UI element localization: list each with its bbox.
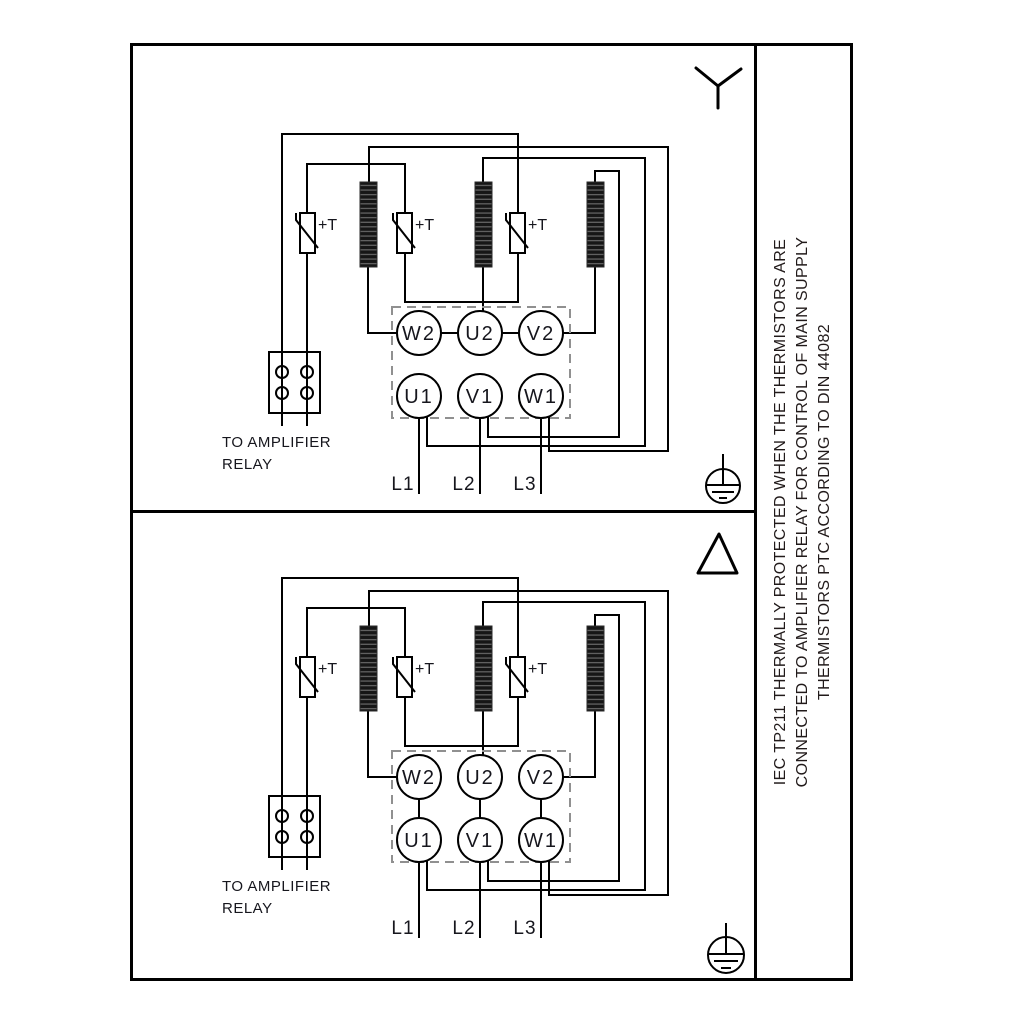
delta-connection-panel	[131, 512, 755, 980]
terminal-label-u1: U1	[404, 386, 434, 408]
thermistor-label: +T	[318, 661, 338, 678]
terminal-label-w2: W2	[402, 767, 436, 789]
supply-label-l2: L2	[452, 474, 476, 495]
thermistor-symbol	[393, 213, 434, 253]
thermistors	[296, 657, 547, 697]
thermistor-symbol	[506, 213, 547, 253]
thermistor-label: +T	[528, 217, 548, 234]
terminal-label-v1: V1	[465, 830, 495, 852]
relay-caption-line1: TO AMPLIFIER	[222, 434, 332, 451]
winding-bar	[587, 626, 604, 711]
terminal-circles	[397, 311, 563, 418]
terminal-label-w1: W1	[524, 386, 558, 408]
terminal-label-v2: V2	[526, 767, 556, 789]
thermistor-label: +T	[415, 217, 435, 234]
winding-bar	[587, 182, 604, 267]
terminal-label-u2: U2	[465, 767, 495, 789]
star-symbol	[696, 68, 741, 108]
terminal-label-w2: W2	[402, 323, 436, 345]
side-note-strip	[757, 44, 852, 980]
side-note-line-2: CONNECTED TO AMPLIFIER RELAY FOR CONTROL OF MAIN SUPPLY	[794, 236, 811, 788]
terminal-label-v1: V1	[465, 386, 495, 408]
supply-label-l2: L2	[452, 918, 476, 939]
delta-symbol	[698, 534, 737, 573]
ground-symbol	[708, 923, 744, 973]
terminal-label-u1: U1	[404, 830, 434, 852]
winding-bar	[360, 626, 377, 711]
terminal-label-w1: W1	[524, 830, 558, 852]
thermistor-label: +T	[528, 661, 548, 678]
supply-label-l1: L1	[391, 918, 415, 939]
supply-labels	[391, 474, 536, 495]
winding-bar	[360, 182, 377, 267]
star-connection-panel	[131, 44, 755, 512]
supply-label-l3: L3	[513, 474, 537, 495]
winding-bar	[475, 626, 492, 711]
thermistor-symbol	[393, 657, 434, 697]
terminal-label-v2: V2	[526, 323, 556, 345]
thermistor-label: +T	[318, 217, 338, 234]
supply-label-l1: L1	[391, 474, 415, 495]
relay-caption-line2: RELAY	[222, 900, 273, 917]
side-note-rotated-text	[757, 44, 852, 980]
terminal-label-u2: U2	[465, 323, 495, 345]
side-note-line-1: IEC TP211 THERMALLY PROTECTED WHEN THE THERMISTORS ARE	[772, 238, 789, 786]
relay-caption-line2: RELAY	[222, 456, 273, 473]
supply-label-l3: L3	[513, 918, 537, 939]
thermistor-symbol	[296, 657, 337, 697]
supply-labels	[391, 918, 536, 939]
side-note-line-3: THERMISTORS PTC ACCORDING TO DIN 44082	[816, 323, 833, 701]
amplifier-relay-terminal-block	[269, 352, 320, 413]
thermistors	[296, 213, 547, 253]
thermistor-label: +T	[415, 661, 435, 678]
amplifier-relay-terminal-block	[269, 796, 320, 857]
relay-caption-line1: TO AMPLIFIER	[222, 878, 332, 895]
winding-bar	[475, 182, 492, 267]
ground-symbol	[706, 454, 740, 503]
thermistor-symbol	[506, 657, 547, 697]
thermistor-symbol	[296, 213, 337, 253]
